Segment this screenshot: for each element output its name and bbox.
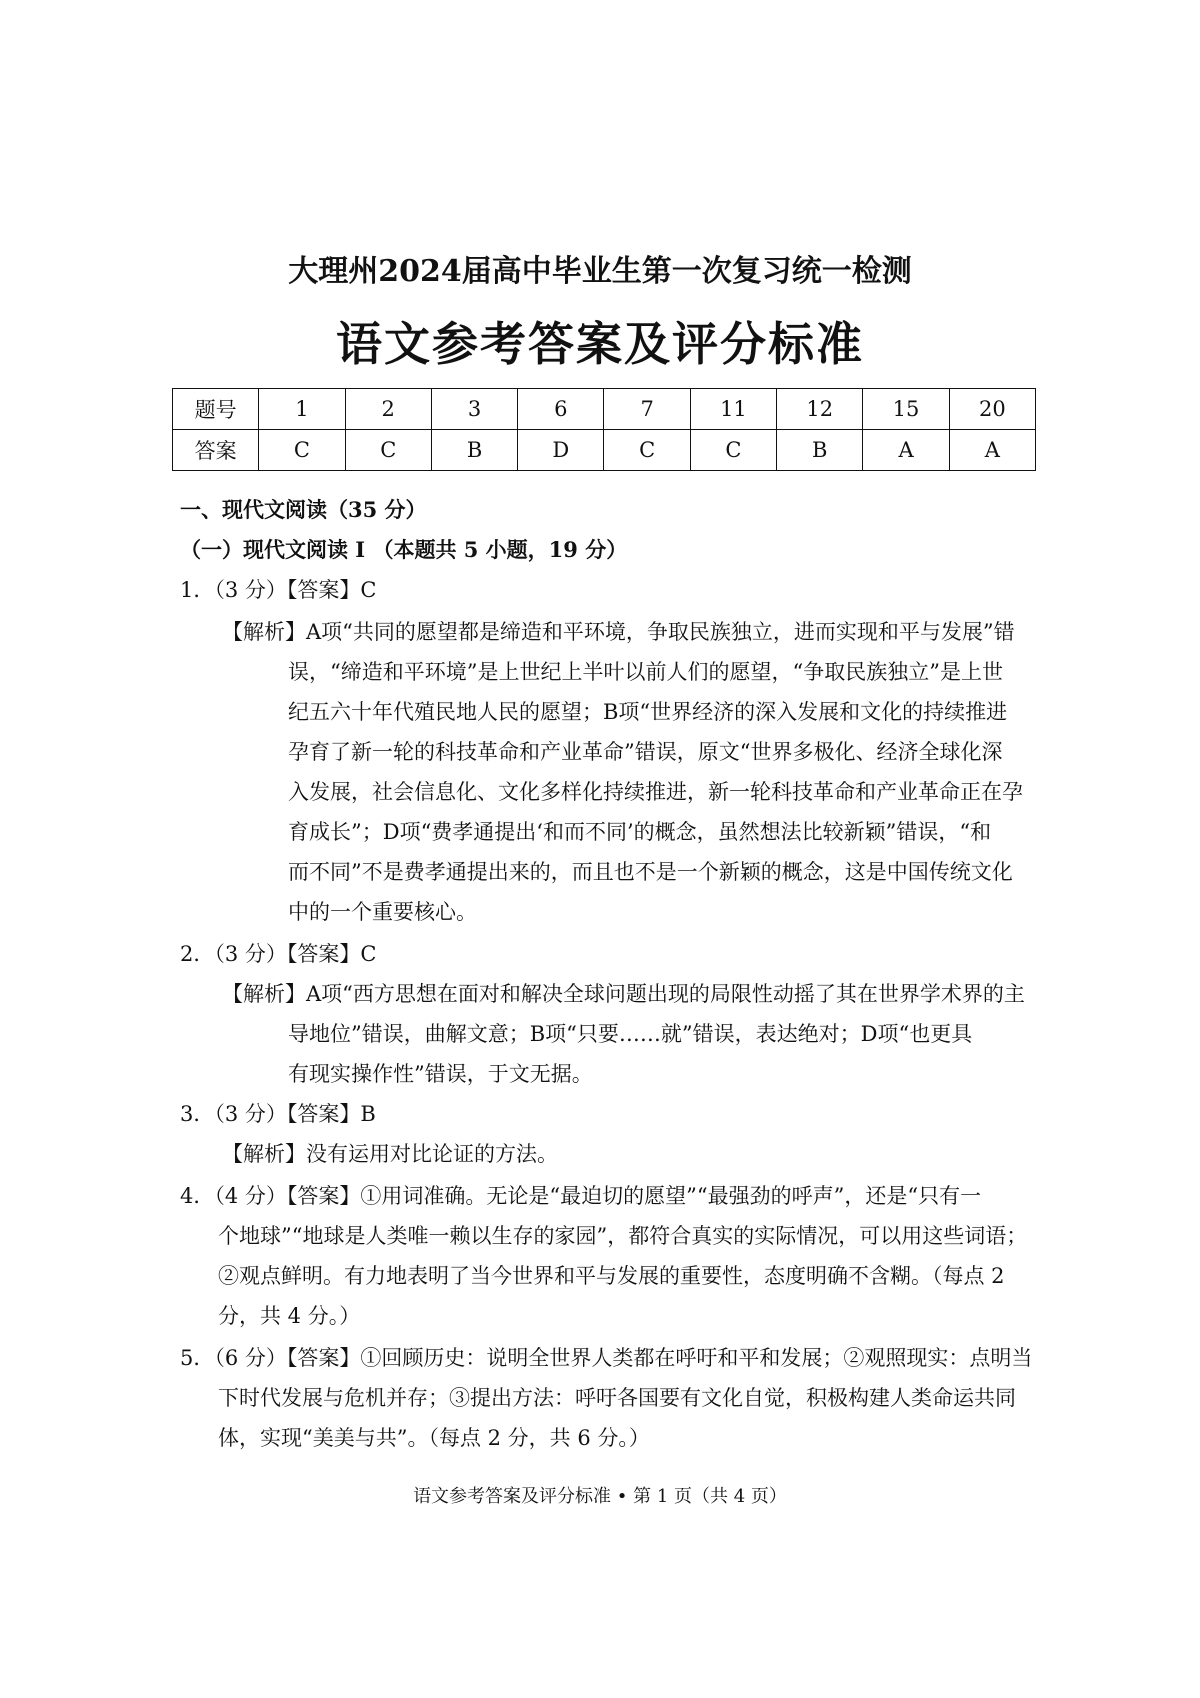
question-number: 2	[345, 389, 431, 430]
answer-cell: C	[259, 430, 345, 471]
analysis-line: 有现实操作性”错误，于文无据。	[288, 1062, 593, 1086]
table-row-answers	[173, 430, 1036, 471]
question-4-line: ②观点鲜明。有力地表明了当今世界和平与发展的重要性，态度明确不含糊。（每点 2	[218, 1264, 1005, 1288]
analysis-line: 入发展，社会信息化、文化多样化持续推进，新一轮科技革命和产业革命正在孕	[288, 780, 1023, 804]
analysis-line: 【解析】没有运用对比论证的方法。	[222, 1142, 558, 1166]
row-label: 答案	[173, 430, 259, 471]
row-label: 题号	[173, 389, 259, 430]
question-1-head: 1．（3 分）【答案】C	[180, 578, 377, 602]
question-number: 7	[604, 389, 690, 430]
analysis-line: 孕育了新一轮的科技革命和产业革命”错误，原文“世界多极化、经济全球化深	[288, 740, 1003, 764]
question-number: 6	[518, 389, 604, 430]
answer-cell: C	[690, 430, 776, 471]
answer-cell: B	[431, 430, 517, 471]
analysis-line: 纪五六十年代殖民地人民的愿望；B项“世界经济的深入发展和文化的持续推进	[288, 700, 1008, 724]
question-number: 11	[690, 389, 776, 430]
question-5-line: 下时代发展与危机并存；③提出方法：呼吁各国要有文化自觉，积极构建人类命运共同	[218, 1386, 1016, 1410]
question-4-line: 4．（4 分）【答案】①用词准确。无论是“最迫切的愿望”“最强劲的呼声”，还是“只有一	[180, 1184, 982, 1208]
table-row-numbers	[173, 389, 1036, 430]
analysis-line: 而不同”不是费孝通提出来的，而且也不是一个新颖的概念，这是中国传统文化	[288, 860, 1013, 884]
question-4-line: 分，共 4 分。）	[218, 1304, 361, 1328]
analysis-line: 导地位”错误，曲解文意；B项“只要……就”错误，表达绝对；D项“也更具	[288, 1022, 973, 1046]
answer-table	[172, 388, 1036, 471]
document-subtitle: 语文参考答案及评分标准	[336, 317, 864, 371]
question-number: 20	[949, 389, 1035, 430]
question-4-line: 个地球”“地球是人类唯一赖以生存的家园”，都符合真实的实际情况，可以用这些词语；	[218, 1224, 1028, 1248]
question-3-head: 3．（3 分）【答案】B	[180, 1102, 376, 1126]
analysis-line: 中的一个重要核心。	[288, 900, 477, 924]
analysis-line: 【解析】A项“共同的愿望都是缔造和平环境，争取民族独立，进而实现和平与发展”错	[222, 620, 1015, 644]
analysis-line: 育成长”；D项“费孝通提出‘和而不同’的概念，虽然想法比较新颖”错误，“和	[288, 820, 992, 844]
analysis-line: 误，“缔造和平环境”是上世纪上半叶以前人们的愿望，“争取民族独立”是上世	[288, 660, 1003, 684]
answer-cell: B	[777, 430, 863, 471]
section-heading: 一、现代文阅读（35 分）	[180, 497, 427, 522]
question-number: 15	[863, 389, 949, 430]
answer-cell: A	[863, 430, 949, 471]
subsection-heading: （一）现代文阅读 I （本题共 5 小题，19 分）	[180, 537, 628, 562]
analysis-line: 【解析】A项“西方思想在面对和解决全球问题出现的局限性动摇了其在世界学术界的主	[222, 982, 1025, 1006]
page-footer: 语文参考答案及评分标准 • 第 1 页（共 4 页）	[413, 1486, 787, 1507]
exam-title: 大理州2024届高中毕业生第一次复习统一检测	[288, 254, 912, 289]
question-5-line: 5．（6 分）【答案】①回顾历史：说明全世界人类都在呼吁和平和发展；②观照现实：点明当	[180, 1346, 1033, 1370]
question-number: 12	[777, 389, 863, 430]
answer-cell: A	[949, 430, 1035, 471]
answer-cell: C	[345, 430, 431, 471]
answer-cell: C	[604, 430, 690, 471]
question-number: 3	[431, 389, 517, 430]
question-2-head: 2．（3 分）【答案】C	[180, 942, 377, 966]
answer-cell: D	[518, 430, 604, 471]
question-5-line: 体，实现“美美与共”。（每点 2 分，共 6 分。）	[218, 1426, 650, 1450]
question-number: 1	[259, 389, 345, 430]
